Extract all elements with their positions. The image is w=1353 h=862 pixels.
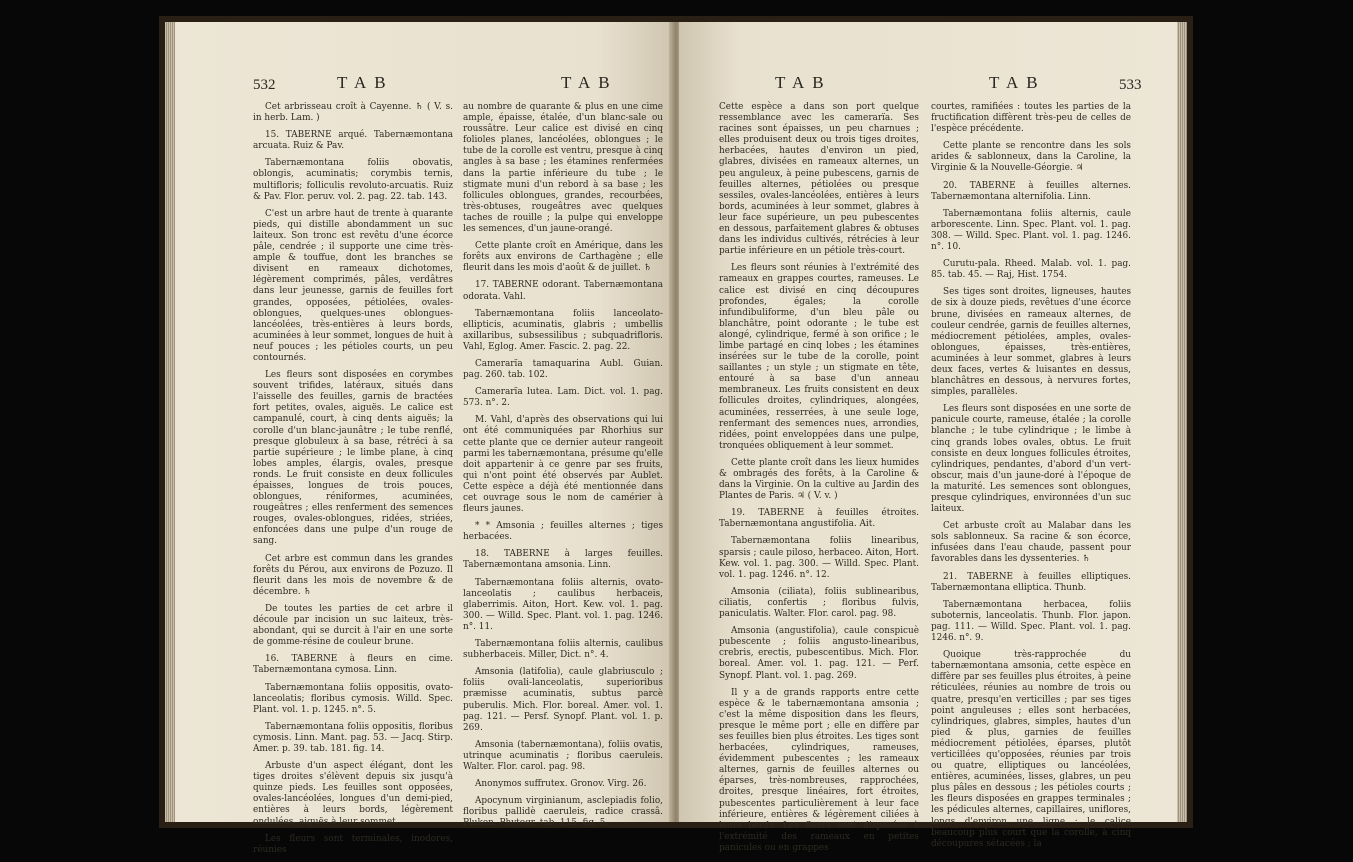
running-header-left: TAB [775,73,832,92]
paragraph: Amsonia (latifolia), caule glabriusculo ; foliis ovali-lanceolatis, superioribus præmisse acuminatis, subtus parcè puberulis. Mich. Flor. boreal. Amer. vol. 1. pag. 121. — Persf. Synopf. Plant. vol. 1. p. 269. [463,667,663,733]
paragraph: Tabernæmontana foliis oppositis, floribus cymosis. Linn. Mant. pag. 53. — Jacq. Stirp. Amer. p. 39. tab. 181. fig. 14. [253,721,453,754]
paragraph: Apocynum virginianum, asclepiadis folio, floribus pallidè caeruleis, radice crassâ. Pluken. Phytogr. tab. 115. fig. 5. [463,796,663,829]
paragraph: Quoique très-rapprochée du tabernæmontana amsonia, cette espèce en diffère par ses feuilles plus étroites, à peine réticulées, réunies au nombre de trois ou quatre, presqu'en verticilles ; par ses tiges point anguleuses ; elles sont herbacées, cylindriques, glabres, simples, hautes d'un pied & plus, garnies de feuilles médiocrement pétiolées, éparses, plutôt verticillées qu'opposées, réunies par trois ou quatre, elliptiques ou lancéolées, entières, acuminées, lisses, glabres, un peu plus pâles en dessous ; les pétioles courts ; les fleurs disposées en grappes terminales ; les pédicules alternes, capillaires, uniflores, longs d'environ une ligne ; le calice beaucoup plus court que la corolle, à cinq découpures sétacées ; la [931,650,1131,849]
right-page-column-1 [719,102,919,860]
running-header-left: TAB [337,73,394,92]
paragraph: Camerarïa tamaquarina Aubl. Guian. pag. 260. tab. 102. [463,358,663,381]
paragraph: Curutu-pala. Rheed. Malab. vol. 1. pag. 85. tab. 45. — Raj, Hist. 1754. [931,259,1131,281]
paragraph: Anonymos suffrutex. Gronov. Virg. 26. [475,779,647,790]
running-header-right: TAB [561,73,618,92]
paragraph: Tabernæmontana foliis lanceolato-ellipticis, acuminatis, glabris ; umbellis axillaribus, subsessilibus ; subquadrifloris. Vahl, Eglog. Amer. Fascic. 2. pag. 22. [463,308,663,352]
left-page-column-2 [463,102,663,835]
page-number: 533 [1119,77,1142,93]
paragraph: Cette plante se rencontre dans les sols arides & sablonneux, dans la Caroline, la Virginie & la Nouvelle-Géorgie. ♃ [931,141,1131,174]
paragraph: Les fleurs sont réunies à l'extrémité des rameaux en grappes courtes, rameuses. Le calice est divisé en cinq découpures profondes, égales; la corolle infundibuliforme, d'un bleu pâle ou blanchâtre, point odorante ; le tube est alongé, cylindrique, fermé à son orifice ; le limbe partagé en cinq lobes ; les étamines insérées sur le tube de la corolle, point saillantes ; un style ; un stigmate en tête, entouré à sa base d'un anneau membraneux. Les fruits consistent en deux follicules droites, cylindriques, alongées, acuminées, resserrées, à une seule loge, renfermant des semences nues, arrondies, ridées, point enveloppées dans une pulpe, tronquées obliquement à leur sommet. [719,263,919,451]
paragraph: Tabernæmontana foliis alternis, caulibus subherbaceis. Miller, Dict. n°. 4. [463,639,663,661]
paragraph: Il y a de grands rapports entre cette espèce & le tabernæmontana amsonia ; c'est la même disposition dans les fleurs, presque le même port ; elle en diffère par ses feuilles bien plus étroites. Les tiges sont herbacées, cylindriques, rameuses, évidemment pubescentes ; les rameaux alternes, garnis de feuilles alternes ou éparses, très-nombreuses, rapprochées, droites, presque linéaires, fort étroites, pubescentes particulièrement à leur face inférieure, entières & légèrement ciliées à leurs bords. Les fleurs sont disposées à l'extrémité des rameaux en petites panicules ou en grappes [719,687,919,853]
right-page [679,22,1187,853]
paragraph: Amsonia (angustifolia), caule conspicuè pubescente ; foliis angusto-linearibus, crebris, erectis, pubescentibus. Mich. Flor. boreal. Amer. vol. 1. pag. 121. — Perf. Synopf. Plant. vol. 1. pag. 269. [719,626,919,681]
paragraph: Arbuste d'un aspect élégant, dont les tiges droites s'élèvent depuis six jusqu'à quinze pieds. Les feuilles sont opposées, ovales-lancéolées, longues d'un demi-pied, entières à leurs bords, légèrement ondulées, aiguës à leur sommet. [253,761,453,827]
paragraph: Cet arbre est commun dans les grandes forêts du Pérou, aux environs de Pozuzo. Il fleurit dans les mois de novembre & de décembre. ♄ [253,553,453,597]
paragraph: Cette espèce a dans son port quelque ressemblance avec les camerarïa. Ses racines sont épaisses, un peu charnues ; elles produisent deux ou trois tiges droites, herbacées, hautes d'environ un pied, glabres, divisées en rameaux alternes, un peu anguleux, à peine pubescens, garnis de feuilles alternes, pétiolées ou presque sessiles, ovales-lancéolées, entières à leurs bords, acuminées à leur sommet, glabres à leur face supérieure, un peu pubescentes en dessous, parfaitement glabres & obtuses dans les individus cultivés, rétrécies à leur partie inférieure en un pétiole très-court. [719,102,919,257]
paragraph: Tabernæmontana foliis linearibus, sparsis ; caule piloso, herbaceo. Aiton, Hort. Kew. vol. 1. pag. 300. — Willd. Spec. Plant. vol. 1. pag. 1246. n°. 12. [719,536,919,580]
left-page [165,22,673,855]
paragraph: Amsonia (tabernæmontana), foliis ovatis, utrinque acuminatis ; floribus caeruleis. Walter. Flor. carol. pag. 98. [463,739,663,772]
paragraph: C'est un arbre haut de trente à quarante pieds, qui distille abondamment un suc laiteux. Son tronc est revêtu d'une écorce pâle, cendrée ; il supporte une cime très-ample & touffue, dont les branches se divisent en rameaux dichotomes, légèrement comprimés, pâles, verdâtres dans leur jeunesse, garnis de feuilles fort grandes, opposées, pétiolées, ovales-oblongues, quelques-unes oblongues-lancéolées, très-entières à leurs bords, acuminées à leur sommet, longues de huit à neuf pouces ; les pétioles courts, un peu contournés. [253,208,453,363]
paragraph: Cet arbrisseau croît à Cayenne. ♄ ( V. s. in herb. Lam. ) [253,102,453,124]
paragraph: 15. TABERNE arqué. Tabernæmontana arcuata. Ruiz & Pav. [253,130,453,152]
paragraph: 17. TABERNE odorant. Tabernæmontana odorata. Vahl. [463,280,663,302]
paragraph: Tabernæmontana foliis oppositis, ovato-lanceolatis; floribus cymosis. Willd. Spec. Plant. vol. 1. p. 1245. n°. 5. [253,682,453,715]
page-number: 532 [253,77,276,93]
paragraph: Tabernæmontana foliis obovatis, oblongis, acuminatis; corymbis ternis, multifloris; folliculis revoluto-arcuatis. Ruiz & Pav. Flor. peruv. vol. 2. pag. 22. tab. 143. [253,158,453,202]
paragraph: Cet arbuste croît au Malabar dans les sols sablonneux. Sa racine & son écorce, infusées dans l'eau chaude, passent pour favorables dans les dyssenteries. ♄ [931,521,1131,565]
paragraph: Cette plante croît dans les lieux humides & ombragés des forêts, à la Caroline & dans la Virginie. On la cultive au Jardin des Plantes de Paris. ♃ ( V. v. ) [719,457,919,502]
page-edge [165,22,175,822]
paragraph: Tabernæmontana foliis alternis, ovato-lanceolatis ; caulibus herbaceis, glaberrimis. Aiton, Hort. Kew. vol. 1. pag. 300. — Willd. Spec. Plant. vol. 1. pag. 1246. n°. 11. [463,577,663,632]
paragraph: 18. TABERNE à larges feuilles. Tabernæmontana amsonia. Linn. [463,549,663,571]
open-book [165,22,1187,855]
paragraph: au nombre de quarante & plus en une cime ample, épaisse, étalée, d'un blanc-sale ou roussâtre. Leur calice est divisé en cinq folioles planes, lancéolées, oblongues ; le tube de la corolle est ventru, presque à cinq angles à sa base ; les étamines renfermées dans la partie inférieure du tube ; le stigmate muni d'un rebord à sa base ; les follicules oblongues, grandes, recourbées, très-obtuses, rougeâtres avec quelques taches de rouille ; la pulpe qui enveloppe les semences, d'un jaune-orangé. [463,102,663,235]
paragraph: Cette plante croît en Amérique, dans les forêts aux environs de Carthagène ; elle fleurit dans les mois d'août & de juillet. ♄ [463,241,663,274]
paragraph: Tabernæmontana herbacea, foliis suboternis, lanceolatis. Thunb. Flor. japon. pag. 111. — Willd. Spec. Plant. vol. 1. pag. 1246. n°. 9. [931,599,1131,644]
paragraph: Ses tiges sont droites, ligneuses, hautes de six à douze pieds, revêtues d'une écorce brune, divisées en rameaux alternes, de couleur cendrée, garnis de feuilles alternes, médiocrement pétiolées, amples, ovales-oblongues, épaisses, très-entières, acuminées à leur sommet, glabres à leurs deux faces, vertes & luisantes en dessus, blanchâtres en dessous, à nervures fortes, simples, parallèles. [931,287,1131,398]
paragraph: Camerarïa lutea. Lam. Dict. vol. 1. pag. 573. n°. 2. [463,387,663,409]
paragraph: Les fleurs sont disposées en corymbes souvent trifides, latéraux, situés dans l'aisselle des feuilles, garnis de bractées fort petites, ovales, aiguës. Le calice est campanulé, court, à cinq dents aiguës; la corolle d'un blanc-jaunâtre ; le tube renflé, presque globuleux à sa base, rétréci à sa partie supérieure ; le limbe plane, à cinq lobes amples, élargis, ovales, presque ronds. Le fruit consiste en deux follicules épaisses, longues de trois pouces, oblongues, réniformes, acuminées, rougeâtres ; elles renferment des semences rouges, ovales-oblongues, ridées, striées, enfoncées dans une pulpe d'un rouge de sang. [253,370,453,547]
paragraph: Les fleurs sont disposées en une sorte de panicule courte, rameuse, étalée ; la corolle blanche ; le tube cylindrique ; le limbe à cinq grands lobes ovales, obtus. Le fruit consiste en deux longues follicules étroites, cylindriques, pendantes, d'abord d'un vert-obscur, mais d'un jaune-doré à l'époque de la maturité. Les semences sont oblongues, presque cylindriques, environnées d'un suc laiteux. [931,404,1131,515]
paragraph: 20. TABERNE à feuilles alternes. Tabernæmontana alternifolia. Linn. [931,180,1131,202]
running-header-right: TAB [989,73,1046,92]
paragraph: Amsonia (ciliata), foliis sublinearibus, ciliatis, confertis ; floribus fulvis, paniculatis. Walter. Flor. carol. pag. 98. [719,586,919,620]
left-page-column-1 [253,102,453,862]
right-page-column-2 [931,102,1131,856]
paragraph: * * Amsonia ; feuilles alternes ; tiges herbacées. [463,521,663,543]
paragraph: 16. TABERNE à fleurs en cime. Tabernæmontana cymosa. Linn. [253,654,453,676]
paragraph: courtes, ramifiées : toutes les parties de la fructification diffèrent très-peu de celles de l'espèce précédente. [931,102,1131,135]
page-edge [1177,22,1187,822]
paragraph: M. Vahl, d'après des observations qui lui ont été communiquées par Rhorhius sur cette plante que ce dernier auteur rangeoit parmi les tabernæmontana, présume qu'elle doit appartenir à ce genre par ses fruits, qui n'ont point été observés par Aublet. Cette espèce a déjà été mentionnée dans cet ouvrage sous le nom de camérier à fleurs jaunes. [463,415,663,515]
paragraph: 19. TABERNE à feuilles étroites. Tabernæmontana angustifolia. Ait. [719,508,919,530]
paragraph: Tabernæmontana foliis alternis, caule arborescente. Linn. Spec. Plant. vol. 1. pag. 308. — Willd. Spec. Plant. vol. 1. pag. 1246. n°. 10. [931,208,1131,253]
paragraph: 21. TABERNE à feuilles elliptiques. Tabernæmontana elliptica. Thunb. [931,571,1131,593]
paragraph: De toutes les parties de cet arbre il découle par incision un suc laiteux, très-abondant, qui se durcit à l'air en une sorte de gomme-résine de couleur brune. [253,603,453,648]
paragraph: Les fleurs sont terminales, inodores, réunies [253,833,453,855]
